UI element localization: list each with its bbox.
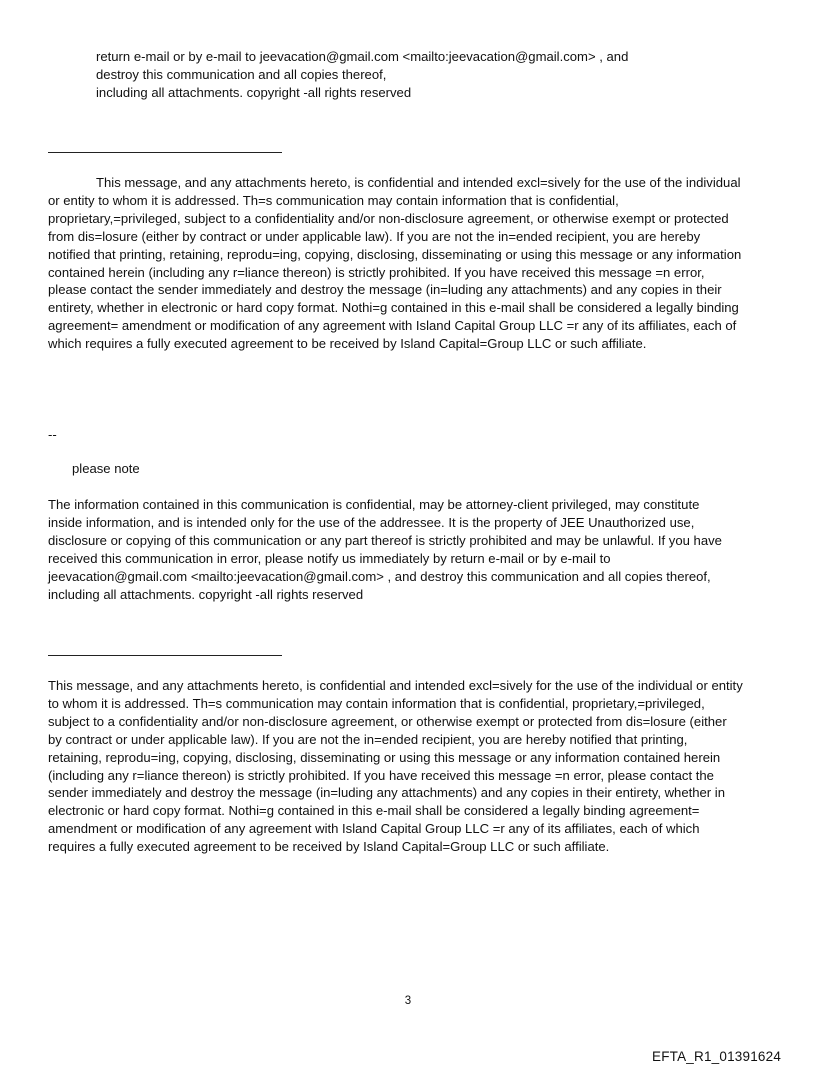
- text-line: retaining, reprodu=ing, copying, disclosing, disseminating or using this message or any information contained herein: [48, 749, 721, 765]
- text-line: electronic or hard copy format. Nothi=g contained in this e-mail shall be considered a legally binding agreement=: [48, 803, 700, 819]
- text-line: The information contained in this communication is confidential, may be attorney-client privileged, may constitute: [48, 497, 700, 512]
- text-line: proprietary,=privileged, subject to a confidentiality and/or non-disclosure agreement, or otherwise exempt or protected: [48, 210, 729, 226]
- text-line: from dis=losure (either by contract or under applicable law). If you are not the in=ended recipient, you are hereby: [48, 228, 701, 244]
- bates-number: EFTA_R1_01391624: [652, 1049, 782, 1064]
- text-line: to whom it is addressed. Th=s communication may contain information that is confidential, proprietary,=privileged,: [48, 695, 705, 711]
- horizontal-rule: [48, 655, 282, 656]
- text-line: received this communication in error, please notify us immediately by return e-mail or by e-mail to: [48, 550, 611, 566]
- text-line: which requires a fully executed agreement to be received by Island Capital=Group LLC or such affiliate.: [48, 336, 647, 352]
- page-number: 3: [404, 995, 412, 1007]
- horizontal-rule: [48, 152, 282, 153]
- text-line: subject to a confidentiality and/or non-disclosure agreement, or otherwise exempt or protected from dis=losure (either: [48, 713, 727, 729]
- text-line: amendment or modification of any agreement with Island Capital Group LLC =r any of its affiliates, each of which: [48, 821, 700, 837]
- text-line: inside information, and is intended only for the use of the addressee. It is the property of JEE Unauthorized use,: [48, 514, 695, 530]
- confidentiality-disclaimer-1: [48, 174, 741, 353]
- text-line: requires a fully executed agreement to be received by Island Capital=Group LLC or such affiliate.: [48, 839, 610, 855]
- text-line: destroy this communication and all copies thereof,: [96, 66, 387, 82]
- text-line: This message, and any attachments hereto, is confidential and intended excl=sively for the use of the individual: [96, 175, 741, 190]
- signature-separator: --: [48, 427, 57, 442]
- note-heading: please note: [72, 461, 140, 476]
- text-line: including all attachments. copyright -all rights reserved: [48, 586, 364, 602]
- text-line: please contact the sender immediately and destroy the message (in=luding any attachments) and any copies in their: [48, 282, 722, 298]
- text-line: jeevacation@gmail.com <mailto:jeevacation@gmail.com> , and destroy this communication and all copies thereof,: [48, 568, 711, 584]
- text-line: (including any r=liance thereon) is strictly prohibited. If you have received this message =n error, please contact the: [48, 767, 714, 783]
- text-line: return e-mail or by e-mail to jeevacation@gmail.com <mailto:jeevacation@gmail.com> , and: [96, 49, 629, 64]
- privileged-notice-block: [48, 496, 722, 603]
- text-line: agreement= amendment or modification of any agreement with Island Capital Group LLC =r any of its affiliates, each of: [48, 318, 737, 334]
- text-line: by contract or under applicable law). If you are not the in=ended recipient, you are hereby notified that printing,: [48, 731, 688, 747]
- text-line: or entity to whom it is addressed. Th=s communication may contain information that is confidential,: [48, 192, 619, 208]
- text-line: including all attachments. copyright -all rights reserved: [96, 84, 412, 100]
- text-line: This message, and any attachments hereto, is confidential and intended excl=sively for the use of the individual or entity: [48, 678, 743, 693]
- text-line: sender immediately and destroy the message (in=luding any attachments) and any copies in their entirety, whether in: [48, 785, 726, 801]
- text-line: disclosure or copying of this communication or any part thereof is strictly prohibited and may be unlawful. If you have: [48, 532, 722, 548]
- top-notice-block: [96, 48, 628, 102]
- text-line: contained herein (including any r=liance thereon) is strictly prohibited. If you have received this message =n error,: [48, 264, 705, 280]
- text-line: notified that printing, retaining, reprodu=ing, copying, disclosing, disseminating or using this message or any information: [48, 246, 742, 262]
- confidentiality-disclaimer-2: [48, 677, 743, 856]
- text-line: entirety, whether in electronic or hard copy format. Nothi=g contained in this e-mail shall be considered a legally binding: [48, 300, 739, 316]
